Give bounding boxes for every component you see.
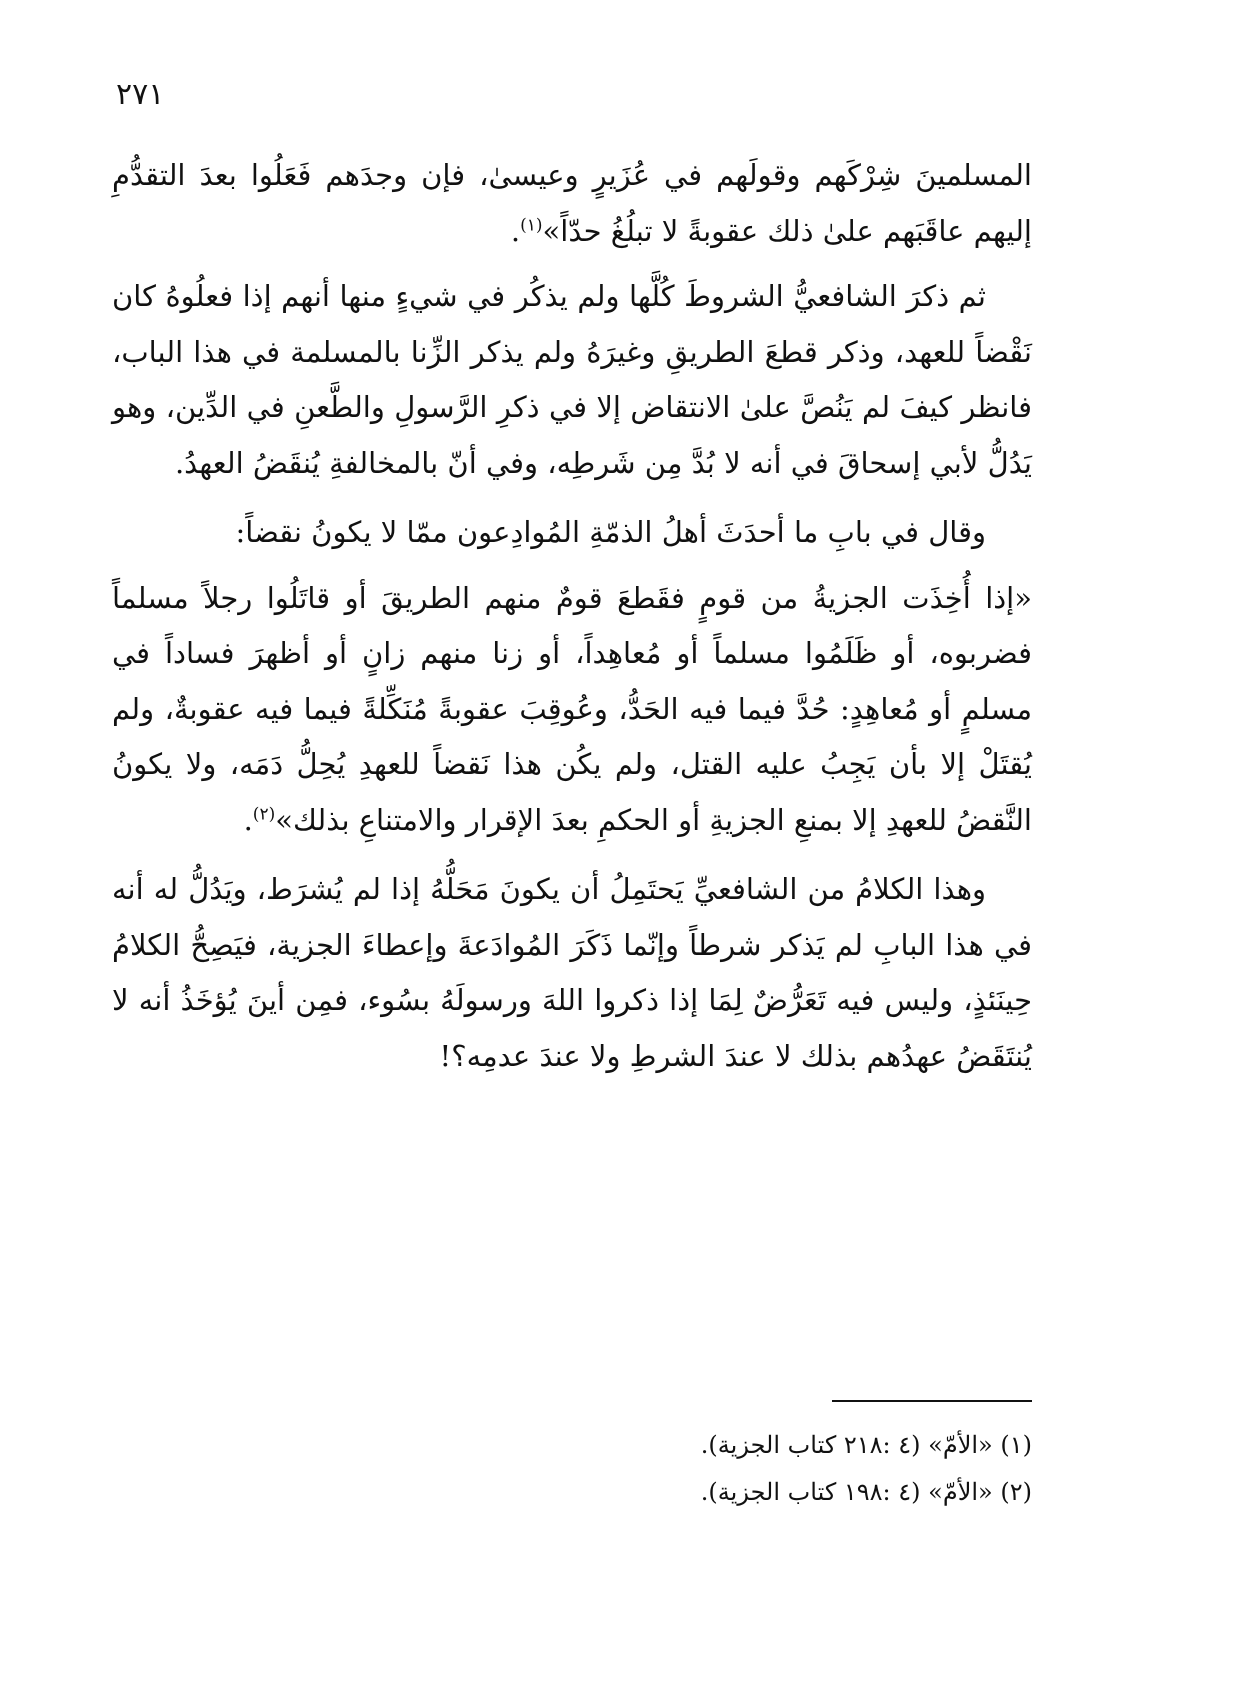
paragraph-5: [112, 862, 1032, 1084]
paragraph-1-end: .: [510, 213, 521, 248]
paragraph-2-text: ثم ذكرَ الشافعيُّ الشروطَ كُلَّها ولم يذكُر في شيءٍ منها أنهم إذا فعلُوهُ كان نَقْضاً للعهد، وذكر قطعَ الطريقِ وغيرَهُ ولم يذكر الزِّنا بالمسلمة في هذا الباب، فانظر كيفَ لم يَنُصَّ علىٰ الانتقاض إلا في ذكرِ الرَّسولِ والطَّعنِ في الدِّين، وهو يَدُلُّ لأبي إسحاقَ في أنه لا بُدَّ مِن شَرطِه، وفي أنّ بالمخالفةِ يُنقَضُ العهدُ.: [112, 279, 1032, 480]
footnote-2: (٢) «الأمّ» (٤ :١٩٨ كتاب الجزية).: [700, 1478, 1032, 1506]
quote-text: «إذا أُخِذَت الجزيةُ من قومٍ فقَطعَ قومٌ منهم الطريقَ أو قاتَلُوا رجلاً مسلماً فضربوه، أو ظَلَمُوا مسلماً أو مُعاهِداً، أو زنا منهم زانٍ أو أظهرَ فساداً في مسلمٍ أو مُعاهِدٍ: حُدَّ فيما فيه الحَدُّ، وعُوقِبَ عقوبةً مُنَكِّلةً فيما فيه عقوبةٌ، ولم يُقتَلْ إلا بأن يَجِبُ عليه القتل، ولم يكُن هذا نَقضاً للعهدِ يُحِلُّ دَمَه، ولا يكونُ النَّقضُ للعهدِ إلا بمنعِ الجزيةِ أو الحكمِ بعدَ الإقرار والامتناعِ بذلك»: [112, 580, 1032, 837]
paragraph-1: [112, 148, 1032, 259]
quote-paragraph: [112, 571, 1032, 849]
paragraph-3-text: وقال في بابِ ما أحدَثَ أهلُ الذمّةِ المُوادِعون ممّا لا يكونُ نقضاً:: [235, 515, 986, 549]
footnote-divider: [832, 1400, 1032, 1402]
quote-end: .: [243, 802, 253, 837]
footnote-ref-1: (١): [520, 214, 543, 235]
paragraph-1-text: المسلمينَ شِرْكَهم وقولَهم في عُزَيرٍ وعيسىٰ، فإن وجدَهم فَعَلُوا بعدَ التقدُّمِ إليهم عاقَبَهم علىٰ ذلك عقوبةً لا تبلُغُ حدّاً»: [112, 158, 1032, 248]
page-number: ٢٧١: [116, 77, 165, 112]
paragraph-3: [112, 505, 1032, 561]
footnotes: [112, 1422, 1032, 1516]
paragraph-5-text: وهذا الكلامُ من الشافعيِّ يَحتَمِلُ أن يكونَ مَحَلُّهُ إذا لم يُشرَط، ويَدُلُّ له أنه في هذا البابِ لم يَذكر شرطاً وإنّما ذَكَرَ المُوادَعةَ وإعطاءَ الجزية، فيَصِحُّ الكلامُ حِينَئذٍ، وليس فيه تَعَرُّضٌ لِمَا إذا ذكروا اللهَ ورسولَهُ بسُوء، فمِن أينَ يُؤخَذُ أنه لا يُنتَقَضُ عهدُهم بذلك لا عندَ الشرطِ ولا عندَ عدمِه؟!: [112, 872, 1032, 1073]
paragraph-2: [112, 269, 1032, 491]
footnote-ref-2: (٢): [252, 803, 276, 824]
footnote-1: (١) «الأمّ» (٤ :٢١٨ كتاب الجزية).: [700, 1431, 1032, 1459]
main-text: [112, 148, 1032, 1084]
